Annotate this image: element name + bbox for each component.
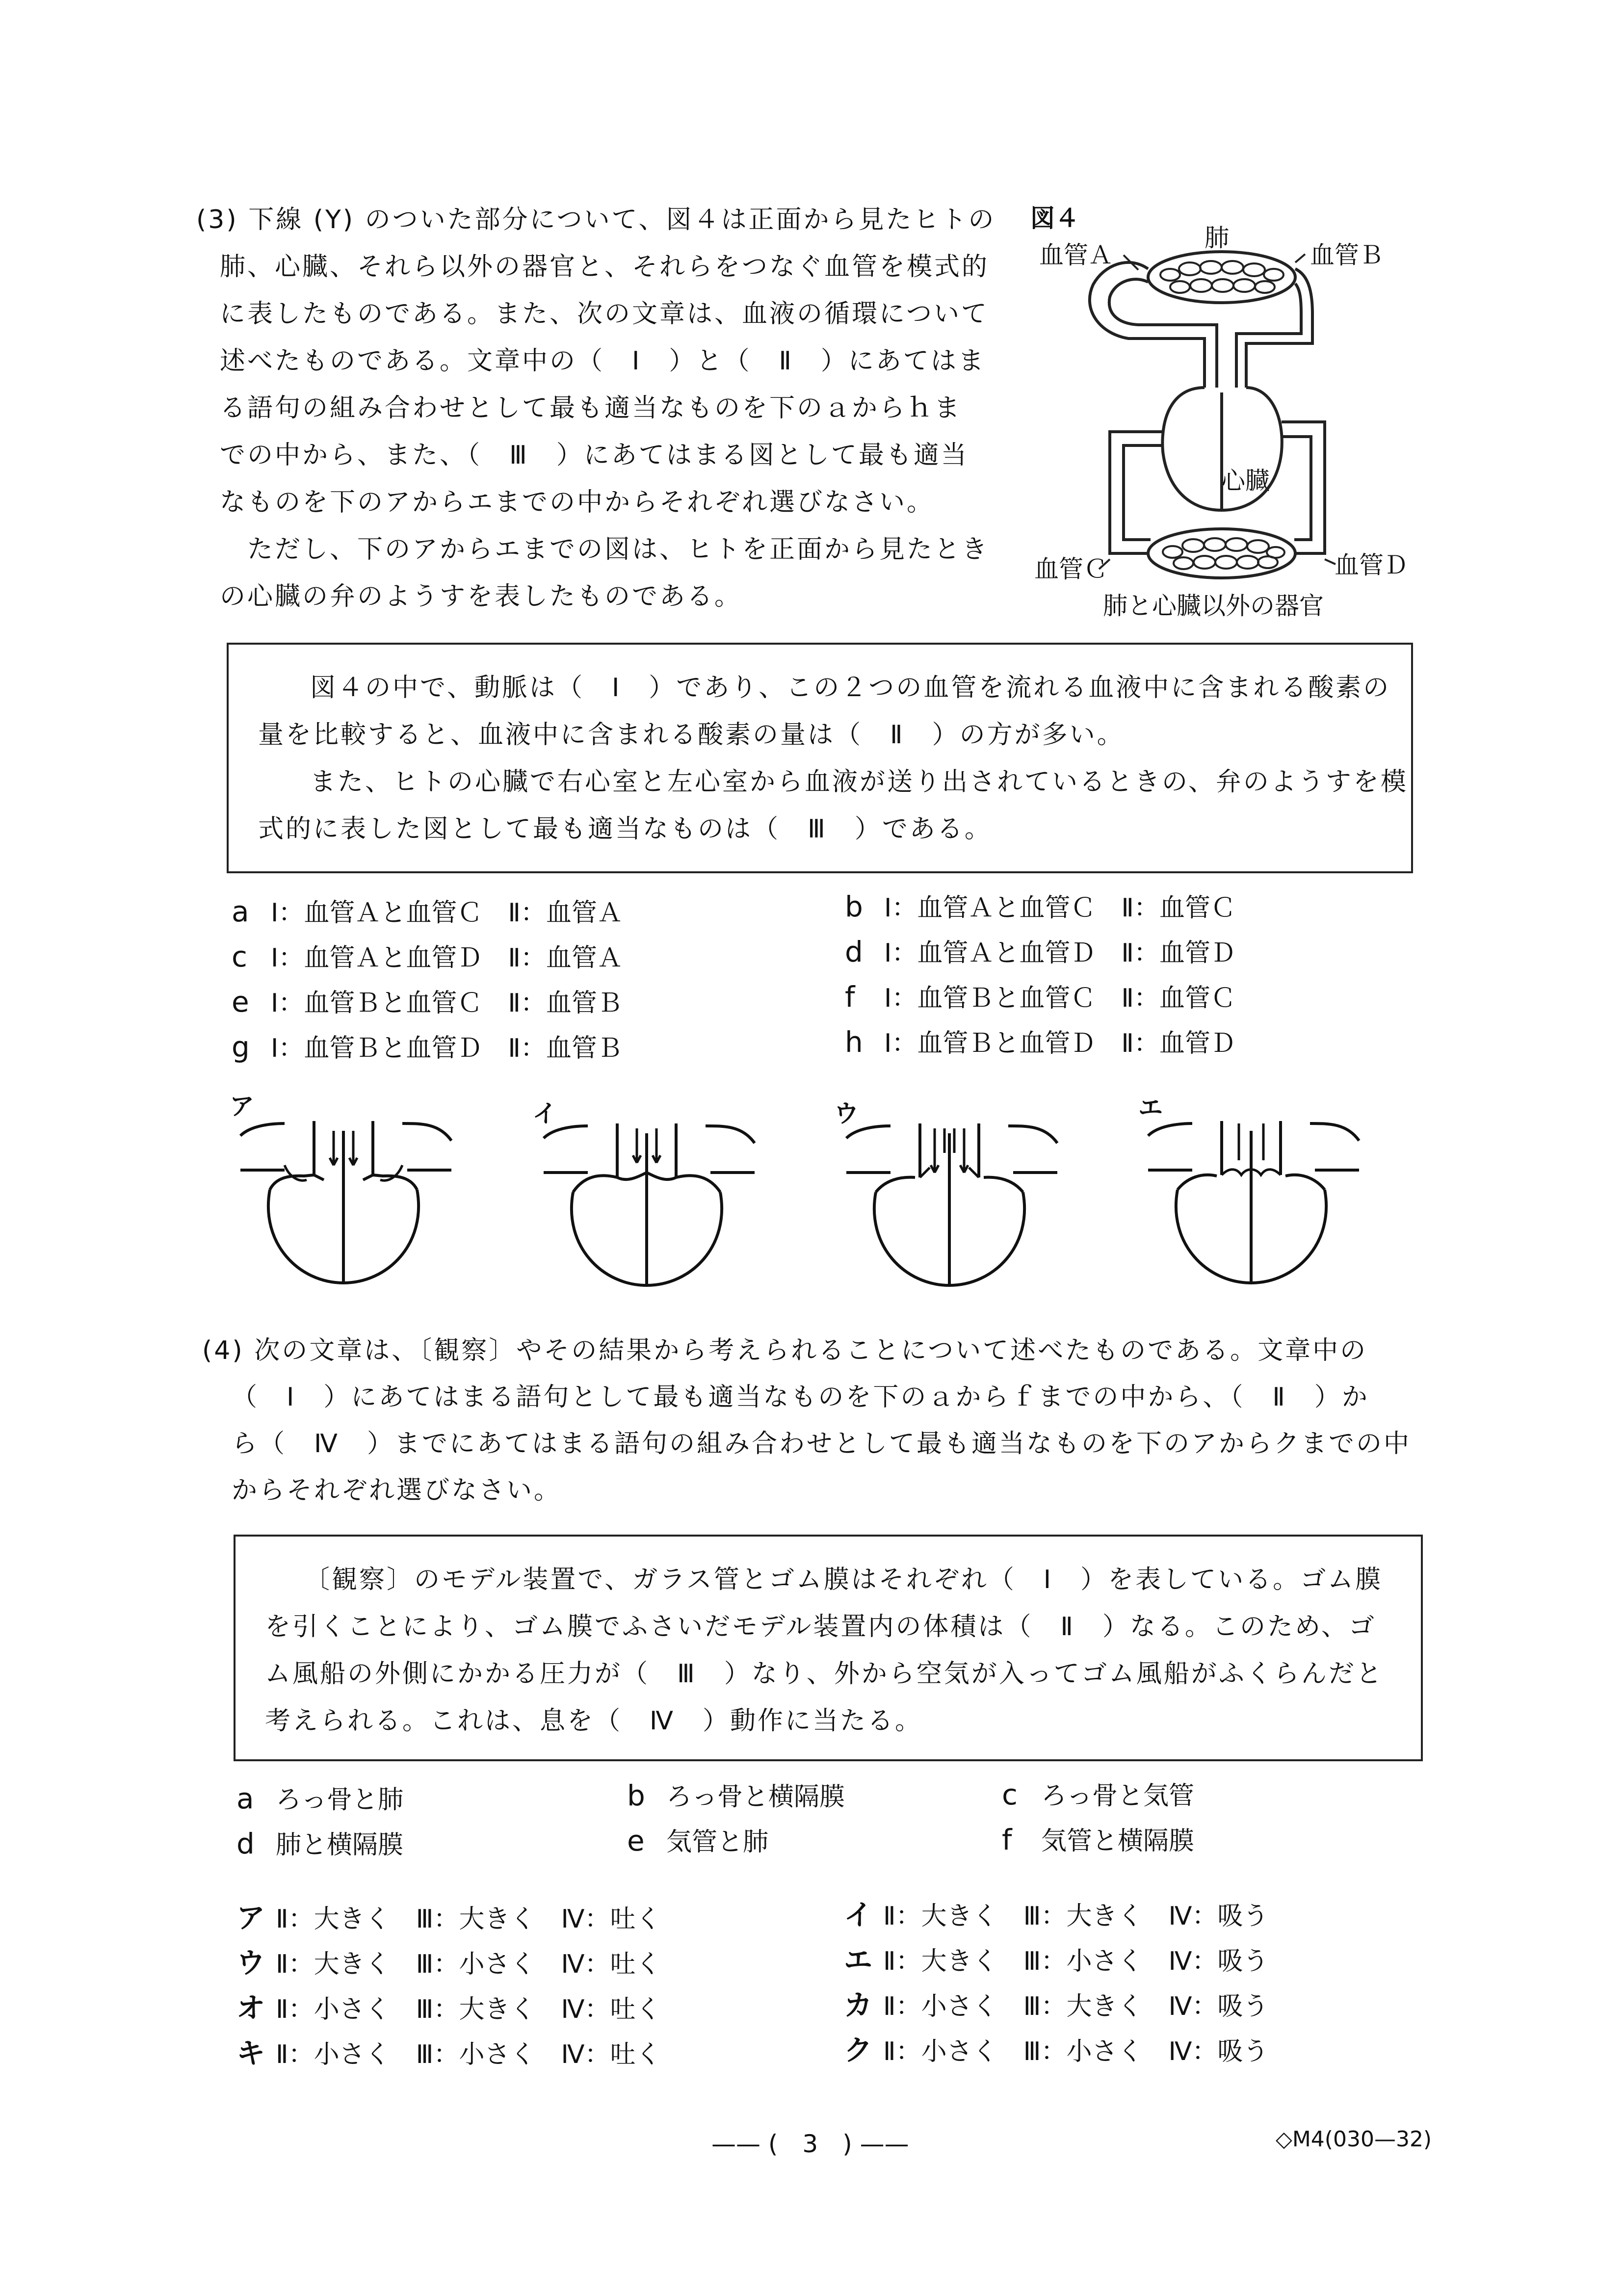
q3-line: に表したものである。また、次の文章は、血液の循環について	[220, 299, 989, 329]
combo-option-u	[236, 1940, 661, 1981]
option-key: ウ	[236, 1946, 265, 1980]
option-text: Ⅱ：大きく Ⅲ：大きく Ⅳ：吐く	[276, 1905, 661, 1934]
option-text: Ⅰ：血管Ａと血管Ｃ Ⅱ：血管Ａ	[271, 898, 623, 928]
option-text: Ⅰ：血管Ａと血管Ｃ Ⅱ：血管Ｃ	[884, 893, 1236, 923]
q3-line: なものを下のアからエまでの中からそれぞれ選びなさい。	[220, 488, 935, 517]
option-key: d	[236, 1827, 255, 1860]
q4-sentence-box	[234, 1535, 1423, 1761]
option-text: Ⅱ：大きく Ⅲ：大きく Ⅳ：吸う	[883, 1902, 1269, 1931]
option-key: b	[627, 1779, 645, 1812]
option-key: b	[845, 890, 863, 923]
q4-line: （ Ⅰ ）にあてはまる語句として最も適当なものを下のａからｆまでの中から、（ Ⅱ ）か	[232, 1383, 1369, 1412]
q3-line: ただし、下のアからエまでの図は、ヒトを正面から見たとき	[220, 535, 990, 564]
option-key: ク	[844, 2034, 873, 2067]
word-option-d	[236, 1824, 403, 1861]
option-text: Ⅰ：血管Ｂと血管Ｃ Ⅱ：血管Ｂ	[271, 989, 623, 1018]
option-key: イ	[844, 1898, 873, 1931]
option-text: ろっ骨と気管	[1041, 1781, 1195, 1811]
combo-option-o	[236, 1985, 661, 2026]
label-vessel-d: 血管Ｄ	[1335, 551, 1408, 579]
option-text: Ⅱ：小さく Ⅲ：大きく Ⅳ：吸う	[883, 1992, 1269, 2021]
option-key: d	[845, 935, 863, 968]
option-text: ろっ骨と横隔膜	[666, 1782, 845, 1812]
q3-line: 述べたものである。文章中の（ Ⅰ ）と（ Ⅱ ）にあてはま	[220, 346, 986, 376]
box-line: また、ヒトの心臓で右心室と左心室から血液が送り出されているときの、弁のようすを模	[283, 767, 1408, 797]
word-option-f	[1002, 1820, 1194, 1857]
heart-label-e: エ	[1138, 1094, 1163, 1122]
option-key: ア	[236, 1901, 265, 1934]
word-option-a	[236, 1779, 403, 1816]
option-key: c	[232, 940, 247, 973]
combo-option-e	[844, 1937, 1268, 1978]
option-key: f	[845, 980, 855, 1014]
option-text: Ⅱ：大きく Ⅲ：小さく Ⅳ：吸う	[883, 1947, 1269, 1976]
q4-line: からそれぞれ選びなさい。	[232, 1476, 562, 1505]
option-key: キ	[236, 2036, 265, 2070]
label-vessel-b: 血管Ｂ	[1310, 241, 1384, 269]
option-text: Ⅰ：血管Ａと血管Ｄ Ⅱ：血管Ａ	[271, 943, 623, 973]
combo-option-ku	[844, 2027, 1268, 2068]
option-key: カ	[844, 1988, 873, 2022]
option-text: Ⅰ：血管Ｂと血管Ｃ Ⅱ：血管Ｃ	[884, 984, 1236, 1013]
heart-label-a: ア	[230, 1092, 254, 1121]
combo-option-ki	[236, 2030, 661, 2071]
option-key: オ	[236, 1991, 265, 2025]
option-text: ろっ骨と肺	[276, 1785, 404, 1815]
option-text: 肺と横隔膜	[276, 1830, 404, 1860]
word-option-c	[1002, 1775, 1194, 1812]
option-text: 気管と横隔膜	[1041, 1826, 1195, 1856]
combo-option-i	[844, 1892, 1268, 1933]
q3-line: での中から、また、（ Ⅲ ）にあてはまる図として最も適当	[220, 441, 969, 470]
exam-code: ◇M4(030—32)	[1276, 2127, 1432, 2152]
word-option-e	[627, 1821, 768, 1858]
q3-line: 肺、心臓、それら以外の器官と、それらをつなぐ血管を模式的	[220, 252, 990, 282]
label-organs: 肺と心臓以外の器官	[1103, 592, 1324, 620]
page-number: —— ( 3 ) ——	[711, 2130, 909, 2158]
option-text: Ⅱ：小さく Ⅲ：小さく Ⅳ：吐く	[276, 2040, 661, 2069]
q4-line: (4) 次の文章は、〔観察〕やその結果から考えられることについて述べたものである。文章中の	[202, 1336, 1368, 1365]
box-line: を引くことにより、ゴム膜でふさいだモデル装置内の体積は（ Ⅱ ）なる。このため、ゴ	[265, 1612, 1376, 1642]
box-line: 〔観察〕のモデル装置で、ガラス管とゴム膜はそれぞれ（ Ⅰ ）を表している。ゴム膜	[289, 1565, 1383, 1594]
q3-line: る語句の組み合わせとして最も適当なものを下のａからｈま	[220, 393, 962, 423]
box-line: 考えられる。これは、息を（ Ⅳ ）動作に当たる。	[265, 1706, 922, 1736]
option-key: f	[1002, 1823, 1012, 1856]
option-text: Ⅰ：血管Ｂと血管Ｄ Ⅱ：血管Ｄ	[884, 1029, 1236, 1058]
option-key: エ	[844, 1943, 873, 1977]
option-key: a	[236, 1782, 254, 1815]
box-line: ム風船の外側にかかる圧力が（ Ⅲ ）なり、外から空気が入ってゴム風船がふくらんだと	[265, 1659, 1384, 1689]
word-option-b	[627, 1776, 845, 1813]
option-text: 気管と肺	[666, 1827, 769, 1857]
figure-title: 図４	[1030, 204, 1079, 233]
option-text: Ⅱ：小さく Ⅲ：小さく Ⅳ：吸う	[883, 2037, 1269, 2066]
heart-label-u: ウ	[834, 1099, 859, 1128]
combo-option-ka	[844, 1982, 1268, 2023]
label-vessel-a: 血管Ａ	[1039, 241, 1113, 269]
option-key: e	[627, 1824, 645, 1857]
q3-line: (3) 下線 (Y) のついた部分について、図４は正面から見たヒトの	[196, 205, 996, 235]
label-lung: 肺	[1205, 224, 1229, 252]
option-key: a	[232, 895, 249, 928]
option-key: h	[845, 1025, 863, 1059]
option-key: g	[232, 1030, 250, 1064]
label-vessel-c: 血管Ｃ	[1034, 555, 1108, 583]
box-line: 式的に表した図として最も適当なものは（ Ⅲ ）である。	[258, 814, 992, 844]
box-line: 図４の中で、動脈は（ Ⅰ ）であり、この２つの血管を流れる血液中に含まれる酸素の	[283, 673, 1391, 703]
option-text: Ⅰ：血管Ａと血管Ｄ Ⅱ：血管Ｄ	[884, 939, 1236, 968]
option-key: c	[1002, 1778, 1018, 1811]
q3-line: の心臓の弁のようすを表したものである。	[220, 582, 742, 611]
label-heart: 心臓	[1221, 467, 1270, 495]
option-key: e	[232, 985, 249, 1018]
box-line: 量を比較すると、血液中に含まれる酸素の量は（ Ⅱ ）の方が多い。	[258, 720, 1125, 750]
option-text: Ⅰ：血管Ｂと血管Ｄ Ⅱ：血管Ｂ	[271, 1034, 623, 1063]
option-text: Ⅱ：小さく Ⅲ：大きく Ⅳ：吐く	[276, 1995, 661, 2024]
option-text: Ⅱ：大きく Ⅲ：小さく Ⅳ：吐く	[276, 1950, 661, 1979]
q4-line: ら（ Ⅳ ）までにあてはまる語句の組み合わせとして最も適当なものを下のアからクまでの中	[232, 1429, 1411, 1459]
heart-label-i: イ	[532, 1099, 557, 1128]
combo-option-a	[236, 1895, 661, 1936]
